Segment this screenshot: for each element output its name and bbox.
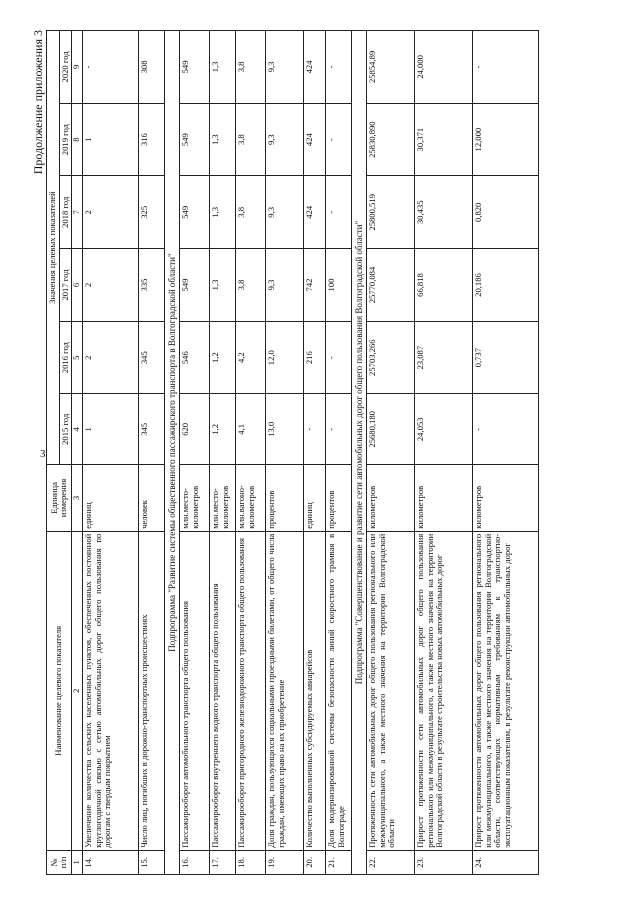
indicator-name: Увеличение количества сельских населенных пунктов, обеспеченных постоянной круглогодичной связью с сетью автомобильных дорог общего пользования по дорогам с твердым покрытием [82,531,138,850]
column-index: 2 [72,531,83,850]
value-cell: 335 [138,249,164,322]
row-number: 19. [265,850,303,874]
row-number: 17. [209,850,235,874]
value-cell: 345 [138,321,164,394]
unit-cell: километров [415,465,473,532]
indicator-name: Доля модернизированной системы безопасности линий скоростного трамвая в Волгограде [325,531,351,850]
row-number: 18. [235,850,265,874]
value-cell: 25680,180 [367,394,415,465]
table-row [209,31,235,875]
value-cell: 3,8 [235,31,265,104]
row-number: 16. [179,850,209,874]
value-cell: 0,820 [473,176,539,249]
column-index: 4 [72,394,83,465]
value-cell: 549 [179,103,209,176]
column-index: 9 [72,31,83,104]
value-cell: 1,3 [209,31,235,104]
value-cell: 24,000 [415,31,473,104]
unit-cell: млн.вагоно-километров [235,465,265,532]
value-cell: 3,8 [235,176,265,249]
row-number: 15. [138,850,164,874]
value-cell: - [325,176,351,249]
value-cell: - [325,394,351,465]
subprogram-title: Подпрограмма "Совершенствование и развитие сети автомобильных дорог общего пользования Волгоградской области" [351,31,366,875]
table-row [325,31,351,875]
value-cell: 325 [138,176,164,249]
value-cell: 4,2 [235,321,265,394]
value-cell: 308 [138,31,164,104]
column-index: 7 [72,176,83,249]
value-cell: 9,3 [265,103,303,176]
column-index: 6 [72,249,83,322]
value-cell: - [473,31,539,104]
indicator-name: Пассажирооборот внутреннего водного транспорта общего пользования [209,531,235,850]
value-cell: 424 [303,31,325,104]
table-row [415,31,473,875]
value-cell: 549 [179,249,209,322]
value-cell: 1,2 [209,321,235,394]
indicator-name: Пассажирооборот пригородного железнодорожного транспорта общего пользования [235,531,265,850]
table-row [265,31,303,875]
header-values-group: Значения целевых показателей [47,31,60,465]
header-unit: Единица измерения [47,465,72,532]
header-year: 2020 год [59,31,72,104]
value-cell: 424 [303,103,325,176]
value-cell: 316 [138,103,164,176]
column-index-row [72,31,83,875]
value-cell: 13,0 [265,394,303,465]
value-cell: 620 [179,394,209,465]
value-cell: 2 [82,249,138,322]
value-cell: 1,3 [209,249,235,322]
unit-cell: процентов [265,465,303,532]
value-cell: 25800,519 [367,176,415,249]
value-cell: 549 [179,176,209,249]
row-number: 14. [82,850,138,874]
value-cell: 3,8 [235,249,265,322]
row-number: 23. [415,850,473,874]
indicator-name: Прирост протяженности сети автомобильных дорог общего пользования регионального или межмуниципального, а также местного значения на территории Волгоградской области в результате строительства новых автомобильных дорог [415,531,473,850]
header-year: 2017 год [59,249,72,322]
value-cell: 546 [179,321,209,394]
value-cell: 25854,89 [367,31,415,104]
value-cell: 2 [82,321,138,394]
appendix-label: Продолжение приложения 3 [31,30,45,175]
value-cell: 549 [179,31,209,104]
value-cell: 9,3 [265,31,303,104]
value-cell: 30,435 [415,176,473,249]
value-cell: - [325,31,351,104]
value-cell: 24,053 [415,394,473,465]
column-index: 5 [72,321,83,394]
value-cell: 345 [138,394,164,465]
header-name: Наименование целевого показателя [47,531,72,850]
unit-cell: млн.место-километров [209,465,235,532]
page-number: 3 [40,448,46,460]
indicator-name: Количество выполненных субсидируемых авиарейсов [303,531,325,850]
table-row [82,31,138,875]
unit-cell: единиц [82,465,138,532]
value-cell: - [325,321,351,394]
row-number: 24. [473,850,539,874]
value-cell: - [82,31,138,104]
value-cell: 2 [82,176,138,249]
column-index: 3 [72,465,83,532]
table-row [138,31,164,875]
value-cell: 0,737 [473,321,539,394]
column-index: 1 [72,850,83,874]
indicator-name: Протяженность сети автомобильных дорог общего пользования регионального или межмуниципального, а также местного значения на территории Волгоградской области [367,531,415,850]
header-num: № п/п [47,850,72,874]
indicator-name: Доля граждан, пользующихся социальными проездными билетами, от общего числа граждан, имеющих право на их приобретение [265,531,303,850]
value-cell: 742 [303,249,325,322]
table-row [367,31,415,875]
table-row [473,31,539,875]
value-cell: - [303,394,325,465]
value-cell: 1,3 [209,176,235,249]
value-cell: - [325,103,351,176]
unit-cell: млн.место-километров [179,465,209,532]
value-cell: 1,2 [209,394,235,465]
value-cell: 25830,890 [367,103,415,176]
value-cell: 66,818 [415,249,473,322]
value-cell: 9,3 [265,249,303,322]
value-cell: 216 [303,321,325,394]
value-cell: - [473,394,539,465]
header-year: 2015 год [59,394,72,465]
indicator-name: Пассажирооборот автомобильного транспорта общего пользования [179,531,209,850]
value-cell: 9,3 [265,176,303,249]
value-cell: 1,3 [209,103,235,176]
indicator-name: Число лиц, погибших в дорожно-транспортных происшествиях [138,531,164,850]
row-number: 21. [325,850,351,874]
value-cell: 20,186 [473,249,539,322]
indicators-table [46,30,539,875]
value-cell: 4,1 [235,394,265,465]
subprogram-row [351,31,366,875]
value-cell: 100 [325,249,351,322]
indicator-name: Прирост протяженности автомобильных дорог общего пользования регионального или межмуниципального, а также местного значения на территории Волгоградской области, соответствующих нормативным требованиям к транспортно-эксплуатационным показателям, в результате реконструкции автомобильных дорог [473,531,539,850]
table-row [235,31,265,875]
row-number: 22. [367,850,415,874]
value-cell: 12,0 [265,321,303,394]
value-cell: 424 [303,176,325,249]
rotated-page [30,30,620,875]
unit-cell: километров [473,465,539,532]
value-cell: 23,087 [415,321,473,394]
column-index: 8 [72,103,83,176]
unit-cell: единиц [303,465,325,532]
value-cell: 1 [82,394,138,465]
unit-cell: километров [367,465,415,532]
unit-cell: человек [138,465,164,532]
table-row [303,31,325,875]
row-number: 20. [303,850,325,874]
value-cell: 12,000 [473,103,539,176]
subprogram-title: Подпрограмма "Развитие системы общественного пассажирского транспорта в Волгоградской области" [164,31,179,875]
table-row [179,31,209,875]
value-cell: 25703,266 [367,321,415,394]
value-cell: 1 [82,103,138,176]
unit-cell: процентов [325,465,351,532]
header-year: 2018 год [59,176,72,249]
header-year: 2019 год [59,103,72,176]
header-year: 2016 год [59,321,72,394]
subprogram-row [164,31,179,875]
value-cell: 25770,084 [367,249,415,322]
value-cell: 30,371 [415,103,473,176]
value-cell: 3,8 [235,103,265,176]
